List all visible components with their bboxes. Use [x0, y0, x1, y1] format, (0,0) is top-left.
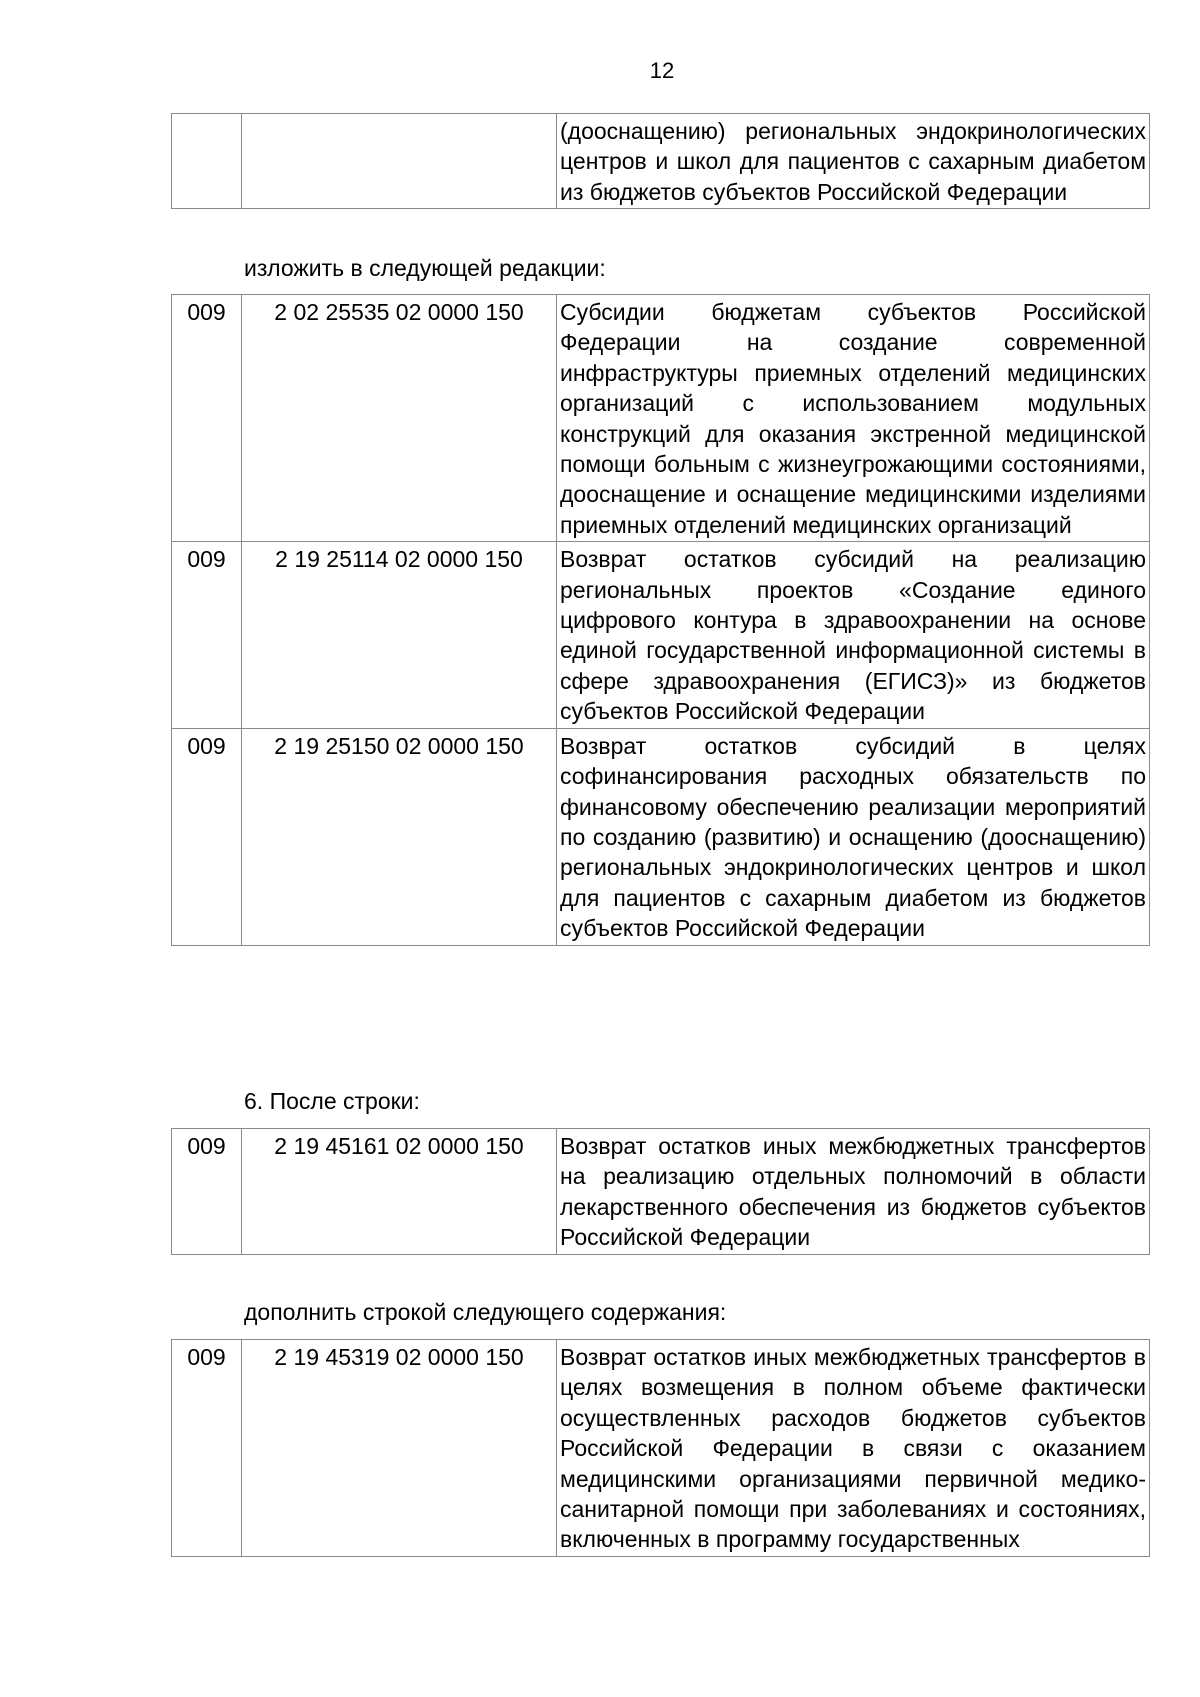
table-row [172, 1340, 1150, 1557]
admin-code-cell: 009 [172, 1129, 242, 1255]
admin-code-cell: 009 [172, 542, 242, 728]
table-row [172, 114, 1150, 209]
budget-table-addition [171, 1339, 1150, 1557]
page-number: 12 [649, 58, 675, 83]
table-row [172, 728, 1150, 945]
description-cell: Возврат остатков субсидий в целях софинансирования расходных обязательств по финансовому обеспечению реализации мероприятий по созданию (развитию) и оснащению (дооснащению) региональных эндокринологических центров и школ для пациентов с сахарным диабетом из бюджетов субъектов Российской Федерации [557, 728, 1150, 945]
description-cell: Возврат остатков иных межбюджетных трансфертов в целях возмещения в полном объеме фактически осуществленных расходов бюджетов субъектов Российской Федерации в связи с оказанием медицинскими организациями первичной медико-санитарной помощи при заболеваниях и состояниях, включенных в программу государственных [557, 1340, 1150, 1557]
budget-code-cell [242, 114, 557, 209]
table-row [172, 542, 1150, 728]
admin-code-cell: 009 [172, 1340, 242, 1557]
instruction-after-row: 6. После строки: [244, 1088, 420, 1114]
instruction-replace: изложить в следующей редакции: [244, 255, 606, 281]
description-cell: Возврат остатков субсидий на реализацию региональных проектов «Создание единого цифрового контура в здравоохранении на основе единой государственной информационной системы в сфере здравоохранения (ЕГИСЗ)» из бюджетов субъектов Российской Федерации [557, 542, 1150, 728]
budget-code-cell: 2 19 25114 02 0000 150 [242, 542, 557, 728]
budget-table-reference [171, 1128, 1150, 1255]
budget-table-continuation [171, 113, 1150, 209]
description-cell: Возврат остатков иных межбюджетных трансфертов на реализацию отдельных полномочий в области лекарственного обеспечения из бюджетов субъектов Российской Федерации [557, 1129, 1150, 1255]
budget-code-cell: 2 19 25150 02 0000 150 [242, 728, 557, 945]
budget-code-cell: 2 19 45319 02 0000 150 [242, 1340, 557, 1557]
budget-code-cell: 2 02 25535 02 0000 150 [242, 295, 557, 542]
table-row [172, 295, 1150, 542]
admin-code-cell: 009 [172, 295, 242, 542]
admin-code-cell [172, 114, 242, 209]
page-number-container [0, 58, 1200, 84]
instruction-add-row: дополнить строкой следующего содержания: [244, 1299, 727, 1325]
description-cell: (дооснащению) региональных эндокринологических центров и школ для пациентов с сахарным диабетом из бюджетов субъектов Российской Федерации [557, 114, 1150, 209]
admin-code-cell: 009 [172, 728, 242, 945]
table-row [172, 1129, 1150, 1255]
budget-code-cell: 2 19 45161 02 0000 150 [242, 1129, 557, 1255]
description-cell: Субсидии бюджетам субъектов Российской Федерации на создание современной инфраструктуры приемных отделений медицинских организаций с использованием модульных конструкций для оказания экстренной медицинской помощи больным с жизнеугрожающими состояниями, дооснащение и оснащение медицинскими изделиями приемных отделений медицинских организаций [557, 295, 1150, 542]
budget-table-replacement [171, 294, 1150, 946]
